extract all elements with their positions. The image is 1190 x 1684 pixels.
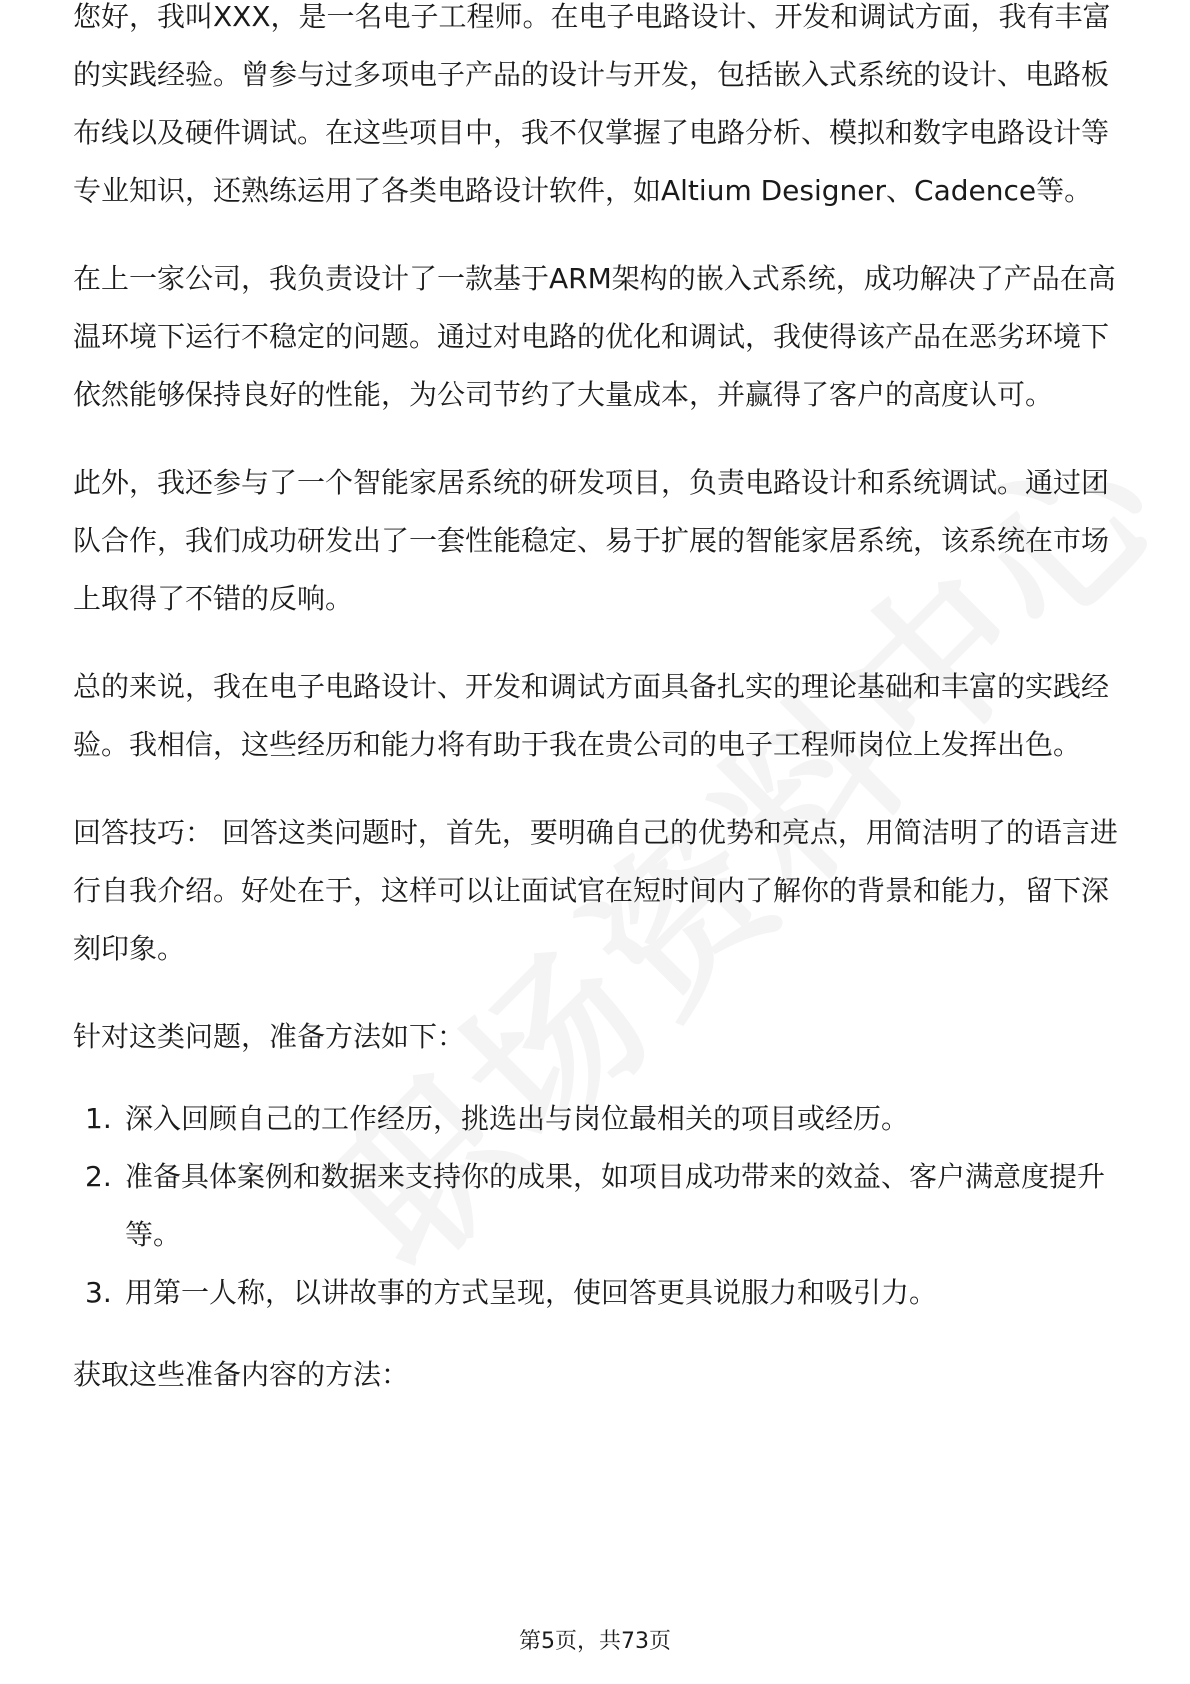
paragraph-closing: 获取这些准备内容的方法： <box>73 1358 410 1391</box>
list-item <box>73 1148 1120 1264</box>
list-number: 3. <box>85 1276 112 1309</box>
list-number: 2. <box>85 1160 112 1193</box>
paragraph-intro: 您好，我叫XXX，是一名电子工程师。在电子电路设计、开发和调试方面，我有丰富的实践经验。曾参与过多项电子产品的设计与开发，包括嵌入式系统的设计、电路板布线以及硬件调试。在这些项目中，我不仅掌握了电路分析、模拟和数字电路设计等专业知识，还熟练运用了各类电路设计软件，如Altium Designer、Cadence等。 <box>73 0 1111 207</box>
list-item <box>73 1090 1120 1148</box>
list-text: 准备具体案例和数据来支持你的成果，如项目成功带来的效益、客户满意度提升等。 <box>125 1160 1106 1251</box>
list-number: 1. <box>85 1102 112 1135</box>
prep-list <box>73 1090 1120 1322</box>
paragraph-answer-tips: 回答技巧： 回答这类问题时，首先，要明确自己的优势和亮点，用简洁明了的语言进行自我介绍。好处在于，这样可以让面试官在短时间内了解你的背景和能力，留下深刻印象。 <box>73 816 1118 965</box>
paragraph-arm-project: 在上一家公司，我负责设计了一款基于ARM架构的嵌入式系统，成功解决了产品在高温环境下运行不稳定的问题。通过对电路的优化和调试，我使得该产品在恶劣环境下依然能够保持良好的性能，为公司节约了大量成本，并赢得了客户的高度认可。 <box>73 262 1116 411</box>
list-text: 深入回顾自己的工作经历，挑选出与岗位最相关的项目或经历。 <box>125 1102 910 1135</box>
page-footer: 第5页，共73页 <box>519 1629 671 1654</box>
paragraph-smart-home: 此外，我还参与了一个智能家居系统的研发项目，负责电路设计和系统调试。通过团队合作，我们成功研发出了一套性能稳定、易于扩展的智能家居系统，该系统在市场上取得了不错的反响。 <box>73 466 1110 615</box>
document-body <box>73 0 1120 1404</box>
list-item <box>73 1264 1120 1322</box>
paragraph-prep-methods: 针对这类问题，准备方法如下： <box>73 1020 466 1053</box>
list-text: 用第一人称，以讲故事的方式呈现，使回答更具说服力和吸引力。 <box>125 1276 938 1309</box>
paragraph-summary: 总的来说，我在电子电路设计、开发和调试方面具备扎实的理论基础和丰富的实践经验。我相信，这些经历和能力将有助于我在贵公司的电子工程师岗位上发挥出色。 <box>73 670 1110 761</box>
